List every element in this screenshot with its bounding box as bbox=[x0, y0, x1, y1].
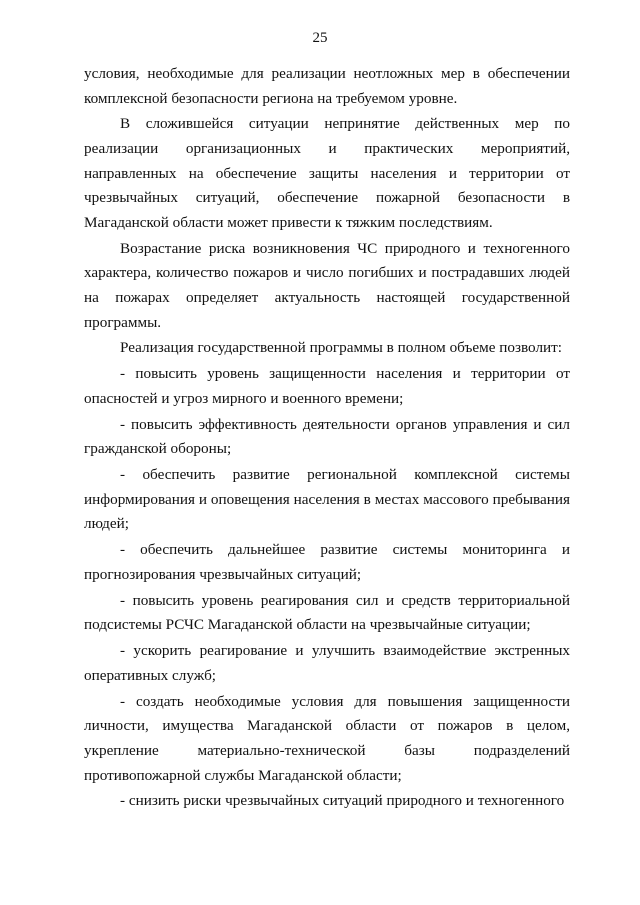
page-number: 25 bbox=[312, 30, 328, 46]
body-text bbox=[84, 62, 570, 815]
paragraph: - обеспечить дальнейшее развитие системы мониторинга и прогнозирования чрезвычайных ситуаций; bbox=[84, 541, 570, 583]
paragraph: - обеспечить развитие региональной комплексной системы информирования и оповещения населения в местах массового пребывания людей; bbox=[84, 466, 570, 533]
paragraph: - повысить уровень защищенности населения и территории от опасностей и угроз мирного и военного времени; bbox=[84, 365, 570, 407]
paragraph: - снизить риски чрезвычайных ситуаций природного и техногенного bbox=[120, 792, 565, 810]
paragraph: - повысить уровень реагирования сил и средств территориальной подсистемы РСЧС Магаданской области на чрезвычайные ситуации; bbox=[84, 591, 570, 634]
paragraph: В сложившейся ситуации непринятие действенных мер по реализации организационных и практических мероприятий, направленных на обеспечение защиты населения и территории от чрезвычайных ситуаций, обеспечение пожарной безопасности в Магаданской области может привести к тяжким последствиям. bbox=[84, 115, 570, 231]
paragraph: - ускорить реагирование и улучшить взаимодействие экстренных оперативных служб; bbox=[84, 642, 570, 684]
paragraph: - повысить эффективность деятельности органов управления и сил гражданской обороны; bbox=[84, 415, 570, 458]
paragraph: Возрастание риска возникновения ЧС природного и техногенного характера, количество пожаров и число погибших и пострадавших людей на пожарах определяет актуальность настоящей государственной программы. bbox=[84, 239, 570, 331]
paragraph: - создать необходимые условия для повышения защищенности личности, имущества Магаданской области от пожаров в целом, укрепление материально-технической базы подразделений противопожарной службы Магаданской области; bbox=[84, 692, 570, 784]
paragraph: условия, необходимые для реализации неотложных мер в обеспечении комплексной безопасности региона на требуемом уровне. bbox=[84, 65, 570, 107]
paragraph: Реализация государственной программы в полном объеме позволит: bbox=[120, 339, 563, 357]
